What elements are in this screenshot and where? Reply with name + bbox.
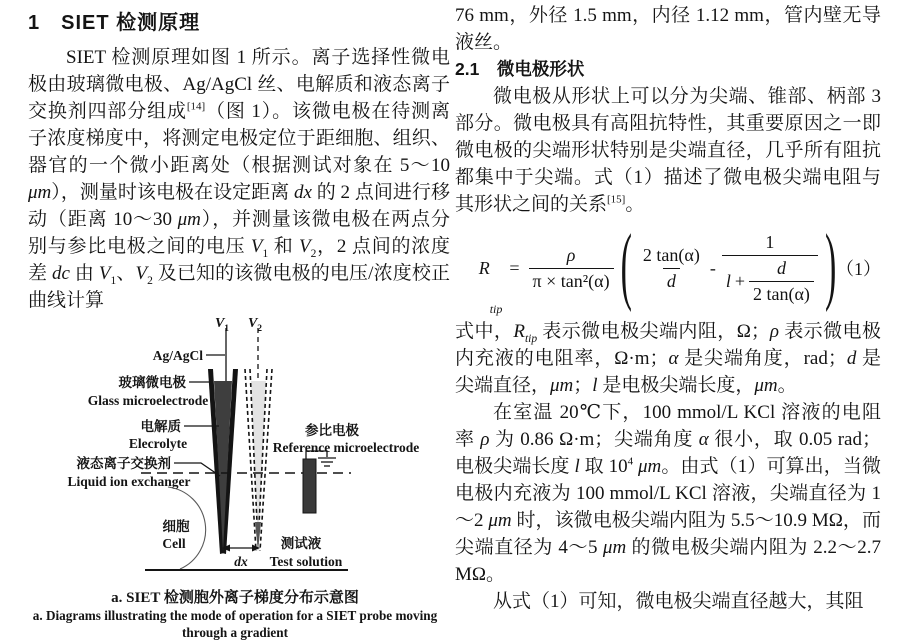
- eq-pi-tan: π × tan²(α): [529, 268, 614, 292]
- v2-label: [248, 316, 262, 334]
- text-segment: 。由式（1）可算出，当微电极内充液为 100 mmol/L KCl 溶液，尖端直径为 1～2: [455, 456, 881, 531]
- text-segment: R: [513, 321, 525, 342]
- reference-electrode-rod: [303, 459, 316, 513]
- v2-letter: V: [248, 316, 259, 331]
- text-segment: 。: [778, 375, 797, 396]
- text-segment: 表示微电极尖端内阻，Ω；: [537, 321, 770, 342]
- text-segment: ρ: [770, 321, 779, 342]
- paragraph-equation-terms: [455, 318, 881, 399]
- eq-rho: ρ: [563, 245, 580, 268]
- dashed-cone-fill: [251, 381, 266, 546]
- eq-R: R: [479, 258, 490, 279]
- text-segment: 是电极尖端长度，: [598, 375, 755, 396]
- text-segment: dx: [294, 182, 312, 203]
- paragraph-resistance-values: [455, 399, 881, 588]
- electrolyte-label-en: Elecrolyte: [129, 436, 187, 451]
- reference-label-cn: 参比电极: [305, 422, 359, 438]
- equation-number: （1）: [836, 255, 881, 281]
- ion-exchanger-label-en: Liquid ion exchanger: [67, 474, 190, 489]
- text-segment: tip: [525, 333, 537, 345]
- left-column: [28, 0, 450, 641]
- v1-letter: V: [215, 316, 226, 331]
- cell-label-cn: 细胞: [163, 518, 190, 534]
- text-segment: ），并测量该微电极在两点分别与参比电极之间的电压: [28, 209, 450, 257]
- eq-equals-sign: =: [509, 258, 519, 279]
- eq-fraction-d-2tan: [749, 258, 814, 305]
- v1-label: [215, 316, 229, 334]
- dx-label: dx: [234, 554, 248, 569]
- eq-l: l: [726, 271, 731, 292]
- eq-one: 1: [761, 232, 778, 255]
- text-segment: 时，该微电极尖端内阻为 5.5～10.9 MΩ，而尖端直径为 4～5: [455, 510, 881, 558]
- eq-fraction-one-over: [722, 232, 818, 305]
- figure-caption-en-line1: a. Diagrams illustrating the mode of operation for a SIET probe moving: [15, 608, 455, 625]
- text-segment: 4: [628, 456, 634, 468]
- cell-label-en: Cell: [162, 536, 185, 551]
- text-segment: 表示微电极内充液的电阻率，Ω·m；: [455, 321, 881, 369]
- paragraph-conclusion: [455, 588, 881, 615]
- eq-left-paren: (: [621, 225, 632, 312]
- eq-plus-sign: +: [735, 271, 745, 292]
- text-segment: 的微电极尖端内阻为 2.2～2.7 MΩ。: [455, 537, 881, 585]
- section-2-1-heading: 2.1 微电极形状: [455, 56, 881, 83]
- text-segment: μm: [638, 456, 661, 477]
- text-segment: [15]: [607, 194, 625, 206]
- text-segment: SIET 检测原理如图 1 所示。离子选择性微电极由玻璃微电极、Ag/AgCl 丝、电解质和液态离子交换剂四部分组成: [28, 47, 450, 122]
- text-segment: μm: [488, 510, 511, 531]
- section-1-heading: 1 SIET 检测原理: [28, 6, 450, 35]
- text-segment: 是尖端直径，: [455, 348, 881, 396]
- text-segment: ），测量时该电极在设定距离: [51, 182, 294, 203]
- figure-captions: [15, 588, 455, 641]
- eq-minus-sign: -: [710, 258, 716, 279]
- text-segment: 及已知的该微电极的电压/浓度校正曲线计算: [28, 263, 450, 311]
- text-segment: dc: [52, 263, 70, 284]
- ion-exchanger-label-cn: 液态离子交换剂: [77, 455, 172, 471]
- text-segment: 式中，: [455, 321, 513, 342]
- text-segment: α: [668, 348, 678, 369]
- right-column: [455, 0, 881, 615]
- text-segment: （图 1）。该微电极在待测离子浓度梯度中，将测定电极定位于距细胞、组织、器官的一个微小距离处（根据测试对象在 5～10: [28, 101, 450, 176]
- agagcl-label: Ag/AgCl: [153, 348, 203, 363]
- v1-subscript: 1: [224, 324, 229, 334]
- equation-body: R tip = $\frac{\rho}{\text{π × tan²(α)}}$ ( $\frac{2 \tan(\alpha)}{d}$ - 1 l + $\frac{d}{2 \tan(\alpha)}$ ): [479, 232, 842, 305]
- text-segment: V: [251, 236, 263, 257]
- text-segment: V: [299, 236, 311, 257]
- eq-denominator-l-plus: [722, 255, 818, 305]
- text-segment: 76 mm，外径 1.5 mm，内径 1.12 mm，管内壁无导液丝。: [455, 5, 881, 53]
- reference-label-en: Reference microelectrode: [273, 440, 420, 455]
- paragraph-siet-principle: [28, 44, 450, 314]
- text-segment: l: [592, 375, 597, 396]
- text-segment: α: [699, 429, 709, 450]
- text-segment: V: [99, 263, 111, 284]
- glass-label-cn: 玻璃微电极: [119, 374, 187, 390]
- text-segment: 很小，取 0.05 rad；电极尖端长度: [455, 429, 881, 477]
- eq-right-paren: ): [825, 225, 836, 312]
- eq-2tan-alpha: 2 tan(α): [639, 245, 704, 268]
- text-segment: V: [135, 263, 147, 284]
- text-segment: 2: [147, 275, 153, 287]
- text-segment: μm: [178, 209, 201, 230]
- text-segment: 取 10: [580, 456, 628, 477]
- eq-fraction-2tan-d: [639, 245, 704, 292]
- text-segment: μm: [550, 375, 573, 396]
- text-segment: [14]: [187, 101, 205, 113]
- eq-2tan-alpha-2: 2 tan(α): [749, 281, 814, 305]
- eq-d-2: d: [773, 258, 790, 281]
- figure-1-siet-diagram: [28, 314, 450, 641]
- text-segment: 由: [70, 263, 99, 284]
- text-segment: 从式（1）可知，微电极尖端直径越大，其阻: [493, 591, 864, 612]
- equation-1: [455, 218, 881, 318]
- paragraph-electrode-shape: [455, 83, 881, 218]
- paragraph-pipette-specs: [455, 2, 881, 56]
- text-segment: 1: [263, 248, 269, 260]
- figure-caption-en-line2: through a gradient: [15, 625, 455, 641]
- text-segment: 的 2 点间进行移动（距离 10～30: [28, 182, 450, 230]
- glass-label-en: Glass microelectrode: [88, 393, 209, 408]
- text-segment: ，2 点间的浓度差: [28, 236, 450, 284]
- eq-fraction-rho: [529, 245, 614, 292]
- text-segment: 微电极从形状上可以分为尖端、锥部、柄部 3 部分。微电极具有高阻抗特性，其重要原因之一即微电极的尖端形状特别是尖端直径，几乎所有阻抗都集中于尖端。式（1）描述了微电极尖端电阻与其形状之间的关系: [455, 86, 881, 215]
- electrolyte-label-cn: 电解质: [141, 418, 182, 434]
- text-segment: 、: [116, 263, 135, 284]
- text-segment: 1: [110, 275, 116, 287]
- text-segment: 。: [625, 194, 644, 215]
- text-segment: μm: [28, 182, 51, 203]
- test-solution-label-en: Test solution: [270, 554, 343, 569]
- v2-subscript: 2: [257, 324, 262, 334]
- text-segment: 为 0.86 Ω·m；尖端角度: [489, 429, 698, 450]
- text-segment: ；: [573, 375, 592, 396]
- text-segment: μm: [603, 537, 626, 558]
- test-solution-label-cn: 测试液: [281, 535, 322, 551]
- text-segment: d: [847, 348, 857, 369]
- eq-d-1: d: [663, 268, 680, 292]
- text-segment: 2: [311, 248, 317, 260]
- text-segment: μm: [754, 375, 777, 396]
- figure-caption-cn: a. SIET 检测胞外离子梯度分布示意图: [15, 588, 455, 608]
- text-segment: ρ: [480, 429, 489, 450]
- text-segment: l: [574, 456, 579, 477]
- text-segment: 在室温 20℃下，100 mmol/L KCl 溶液的电阻率: [455, 402, 881, 450]
- eq-denrow: [726, 258, 814, 305]
- siet-probe-diagram: [15, 314, 455, 586]
- text-segment: 和: [268, 236, 299, 257]
- text-segment: 是尖端角度，rad；: [678, 348, 846, 369]
